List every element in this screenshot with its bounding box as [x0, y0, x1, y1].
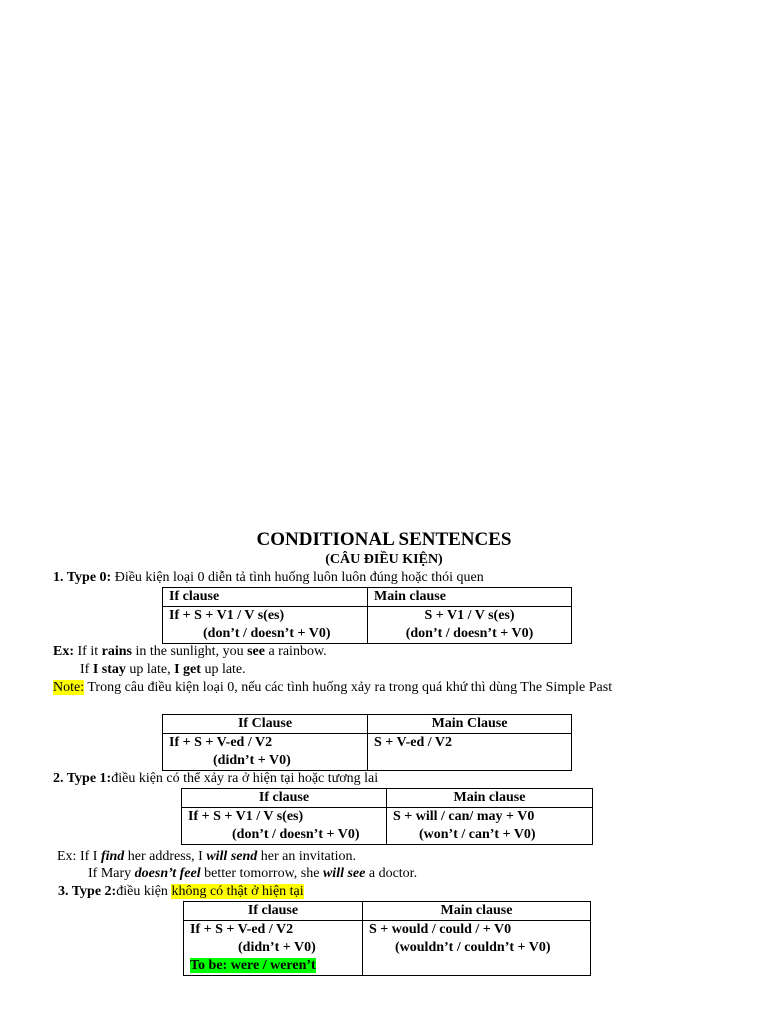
ex1-text-c: in the sunlight, you — [131, 644, 248, 659]
ex1-text-b: rains — [101, 644, 132, 659]
note-text: Trong câu điều kiện loại 0, nếu các tình huống xảy ra trong quá khứ thì dùng The Simple Past — [84, 680, 613, 695]
type0-header-main: Main clause — [374, 589, 446, 604]
type0-ex-label: Ex: — [53, 644, 74, 659]
type1-desc: điều kiện có thể xảy ra ở hiện tại hoặc tương lai — [111, 771, 379, 786]
document-subtitle: (CÂU ĐIỀU KIỆN) — [325, 552, 443, 567]
type1-if-formula: If + S + V1 / V s(es) — [188, 809, 304, 824]
type0-if-formula: If + S + V1 / V s(es) — [169, 608, 285, 623]
type0-header-if: If clause — [169, 589, 220, 604]
t1ex1-e: her an invitation. — [257, 849, 357, 864]
type2-tobe-note: To be: were / weren’t — [190, 958, 316, 973]
type2-if-negative: (didn’t + V0) — [238, 940, 316, 955]
type1-example-1 — [57, 848, 356, 865]
t1ex2-a: If Mary — [88, 866, 135, 881]
t1ex1-a: Ex: If I — [57, 849, 101, 864]
type0-desc: Điều kiện loại 0 diễn tả tình huống luôn luôn đúng hoặc thói quen — [111, 570, 484, 585]
t1ex2-b: doesn’t feel — [134, 866, 201, 881]
past-if-formula: If + S + V-ed / V2 — [169, 735, 273, 750]
type0-example-2 — [80, 661, 246, 678]
t1ex1-c: her address, I — [124, 849, 207, 864]
type0-example-1 — [53, 643, 327, 660]
type2-main-negative: (wouldn’t / couldn’t + V0) — [395, 940, 551, 955]
past-header-if: If Clause — [237, 716, 293, 731]
type1-table — [181, 788, 593, 845]
type0-table — [162, 587, 572, 644]
past-if-negative: (didn’t + V0) — [213, 753, 291, 768]
type0-heading — [53, 569, 484, 586]
ex1-text-d: see — [247, 644, 265, 659]
type0-past-table — [162, 714, 572, 771]
ex1-text-e: a rainbow. — [264, 644, 327, 659]
type0-label: 1. Type 0: — [53, 570, 112, 585]
type0-main-negative: (don’t / doesn’t + V0) — [405, 626, 534, 641]
ex2-text-c: up late, — [125, 662, 175, 677]
document-title: CONDITIONAL SENTENCES — [256, 529, 512, 550]
t1ex2-d: will see — [322, 866, 366, 881]
t1ex1-b: find — [100, 849, 125, 864]
type0-note — [53, 679, 612, 696]
note-label: Note: — [53, 680, 85, 695]
ex2-text-d: I get — [174, 662, 201, 677]
past-main-formula: S + V-ed / V2 — [374, 735, 452, 750]
type1-header-if: If clause — [258, 790, 310, 805]
type1-main-negative: (won’t / can’t + V0) — [419, 827, 536, 842]
ex2-text-e: up late. — [200, 662, 246, 677]
past-header-main: Main Clause — [431, 716, 508, 731]
type2-main-formula: S + would / could / + V0 — [369, 922, 512, 937]
type2-if-formula: If + S + V-ed / V2 — [190, 922, 294, 937]
type1-main-formula: S + will / can/ may + V0 — [393, 809, 535, 824]
ex2-text-a: If — [80, 662, 93, 677]
t1ex2-e: a doctor. — [365, 866, 418, 881]
type2-desc: điều kiện — [116, 884, 172, 899]
type2-header-main: Main clause — [440, 903, 513, 918]
type1-example-2 — [88, 865, 417, 882]
t1ex1-d: will send — [206, 849, 258, 864]
type1-if-negative: (don’t / doesn’t + V0) — [232, 827, 360, 842]
type0-main-formula: S + V1 / V s(es) — [424, 608, 515, 623]
type1-header-main: Main clause — [453, 790, 526, 805]
ex1-text-a: If it — [74, 644, 102, 659]
ex2-text-b: I stay — [92, 662, 126, 677]
type2-label: 3. Type 2: — [58, 884, 117, 899]
type0-if-negative: (don’t / doesn’t + V0) — [203, 626, 331, 641]
t1ex2-c: better tomorrow, she — [200, 866, 323, 881]
type1-label: 2. Type 1: — [53, 771, 112, 786]
type2-heading — [58, 883, 304, 900]
type1-heading — [53, 770, 378, 787]
type2-desc-highlight: không có thật ở hiện tại — [171, 884, 304, 899]
type2-table — [183, 901, 591, 976]
type2-header-if: If clause — [247, 903, 299, 918]
